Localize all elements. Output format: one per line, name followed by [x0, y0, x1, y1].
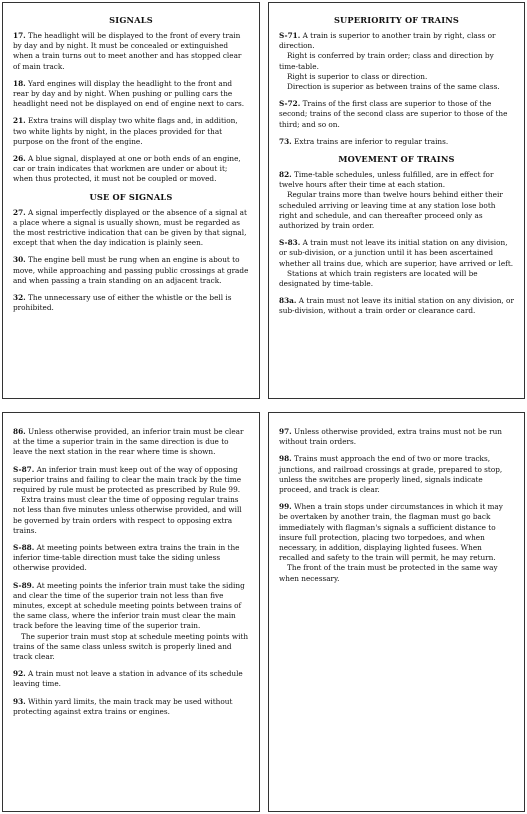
rule	[279, 99, 514, 130]
rule-number: S-72.	[279, 99, 301, 109]
rule-paragraph	[279, 51, 514, 71]
rule	[13, 427, 249, 458]
rule	[13, 208, 249, 249]
rule-paragraph	[13, 208, 249, 249]
rule	[13, 116, 249, 147]
rule	[13, 154, 249, 185]
rule-paragraph	[279, 170, 514, 190]
rule-paragraph	[13, 632, 249, 663]
section-heading: USE OF SIGNALS	[89, 191, 173, 202]
rule-number: 93.	[13, 696, 26, 706]
rule-number: 32.	[13, 293, 26, 303]
rule-text: A train must not leave its initial station on any division, or sub-division, without a train order or clearance card.	[279, 296, 514, 316]
rule	[13, 31, 249, 72]
rule-text: Direction is superior as between trains of the same class.	[287, 82, 500, 92]
rule-number: 86.	[13, 427, 26, 436]
rule-paragraph	[279, 296, 514, 316]
rule	[279, 137, 514, 147]
rule-paragraph	[13, 293, 249, 313]
rule-paragraph	[13, 31, 249, 72]
rule-paragraph	[13, 154, 249, 185]
rule-number: 99.	[279, 502, 292, 512]
rule-paragraph	[13, 116, 249, 147]
rule-text: The unnecessary use of either the whistle or the bell is prohibited.	[13, 293, 232, 313]
panel-signals	[2, 2, 260, 399]
rule	[13, 669, 249, 689]
rule-paragraph	[279, 72, 514, 82]
rule-text: Regular trains more than twelve hours behind either their scheduled arriving or leaving time at any station lose both right and schedule, and can thereafter proceed only as authorized by train order.	[279, 190, 503, 231]
rule-number: S-71.	[279, 31, 301, 40]
rule	[279, 454, 514, 495]
rule-text: Trains of the first class are superior to those of the second; trains of the second class are superior to those of the third; and so on.	[279, 99, 508, 129]
rule	[279, 31, 514, 92]
rule-text: The front of the train must be protected in the same way when necessary.	[279, 563, 498, 583]
rule-number: 18.	[13, 78, 26, 88]
rule-paragraph	[279, 137, 514, 147]
rule-number: S-83.	[279, 238, 301, 248]
rule-paragraph	[13, 581, 249, 632]
rule-text: Unless otherwise provided, an inferior train must be clear at the time a superior train in the same direction is due to leave the next station in the rear where time is shown.	[13, 427, 244, 457]
rule-paragraph	[13, 697, 249, 717]
rule-text: Yard engines will display the headlight to the front and rear by day and by night. When pushing or pulling cars the headlight need not be displayed on end of engine next to cars.	[13, 78, 245, 109]
rule-text: Unless otherwise provided, extra trains must not be run without train orders.	[279, 427, 502, 447]
rule	[279, 427, 514, 447]
rule	[279, 238, 514, 289]
rule-number: S-88.	[13, 543, 35, 553]
rule-text: Stations at which train registers are located will be designated by time-table.	[279, 268, 478, 289]
rule-paragraph	[279, 454, 514, 495]
panel-superiority-movement	[268, 2, 525, 399]
rule-text: When a train stops under circumstances in which it may be overtaken by another train, the flagman must go back immediately with flagman's signals a sufficient distance to insure full protection, placing two torpedoes, and when necessary, in addition, displaying lighted fusees. When recalled and safety to the train will permit, he may return.	[279, 502, 503, 563]
section-heading: SIGNALS	[109, 15, 153, 25]
rule	[279, 296, 514, 316]
rule-text: A train is superior to another train by right, class or direction.	[279, 31, 496, 51]
rule-text: Right is conferred by train order; class and direction by time-table.	[279, 51, 494, 71]
rule-text: A train must not leave a station in advance of its schedule leaving time.	[13, 669, 243, 689]
rule	[13, 697, 249, 717]
rule-paragraph	[13, 465, 249, 496]
rule-number: 73.	[279, 136, 292, 146]
section	[13, 15, 249, 185]
rule-text: A blue signal, displayed at one or both ends of an engine, car or train indicates that workmen are under or about it; when thus protected, it must not be coupled or moved.	[13, 154, 241, 184]
rule	[13, 543, 249, 574]
rule	[13, 581, 249, 663]
rule-paragraph	[279, 31, 514, 51]
section-heading: SUPERIORITY OF TRAINS	[333, 15, 460, 25]
rule-number: 26.	[13, 154, 26, 164]
rule-paragraph	[279, 427, 514, 447]
rule-text: Extra trains will display two white flags and, in addition, two white lights by night, in the places provided for that purpose on the front of the engine.	[13, 116, 238, 146]
rule-number: S-89.	[13, 580, 35, 590]
section	[279, 15, 514, 147]
rule-number: 27.	[13, 207, 26, 217]
rule-text: A train must not leave its initial station on any division, or sub-division, or a junction until it has been ascertained whether all trains due, which are superior, have arrived or left.	[279, 238, 514, 268]
rule	[13, 255, 249, 286]
rule-number: 82.	[279, 170, 292, 180]
rule-paragraph	[13, 79, 249, 110]
rule-text: At meeting points between extra trains the train in the inferior time-table direction must take the siding unless otherwise provided.	[13, 543, 240, 573]
rule-paragraph	[279, 269, 514, 289]
rule-paragraph	[13, 427, 249, 458]
panel-rules-86-93	[2, 412, 260, 812]
rule	[13, 293, 249, 313]
rule-text: A signal imperfectly displayed or the absence of a signal at a place where a signal is usually shown, must be regarded as the most restrictive indication that can be given by that signal, except that when the day indication is plainly seen.	[13, 207, 247, 248]
section	[279, 154, 514, 317]
rule-text: The headlight will be displayed to the front of every train by day and by night. It must be concealed or extinguished when a train turns out to meet another and has stopped clear of main track.	[13, 31, 242, 71]
section	[13, 427, 249, 717]
rule-paragraph	[13, 543, 249, 574]
rule-number: 98.	[279, 454, 292, 464]
rule-number: 83a.	[279, 296, 297, 306]
rule	[13, 465, 249, 536]
rule-paragraph	[13, 669, 249, 689]
rule-text: Time-table schedules, unless fulfilled, are in effect for twelve hours after their time at each station.	[279, 170, 494, 190]
rule-number: 97.	[279, 427, 292, 436]
rule-text: Within yard limits, the main track may be used without protecting against extra trains or engines.	[13, 696, 233, 716]
rule-number: 92.	[13, 669, 26, 679]
rule-paragraph	[279, 563, 514, 583]
rule-paragraph	[279, 82, 514, 92]
rule-text: Right is superior to class or direction.	[287, 71, 428, 81]
rule-number: 17.	[13, 31, 26, 40]
rule-text: At meeting points the inferior train must take the siding and clear the time of the superior train not less than five minutes, except at schedule meeting points between trains of the same class, where the inferior train must clear the main track before the leaving time of the superior train.	[13, 580, 245, 631]
rule	[279, 170, 514, 231]
rule-text: Trains must approach the end of two or more tracks, junctions, and railroad crossings at grade, prepared to stop, unless the switches are properly lined, signals indicate proceed, and track is clear.	[279, 454, 503, 495]
rule-paragraph	[13, 495, 249, 536]
rule-text: An inferior train must keep out of the way of opposing superior trains and failing to clear the main track by the time required by rule must be protected as prescribed by Rule 99.	[13, 464, 242, 495]
rule-number: S-87.	[13, 464, 35, 474]
rule-paragraph	[279, 502, 514, 563]
rule-paragraph	[279, 99, 514, 130]
rule-text: The superior train must stop at schedule meeting points with trains of the same class unless switch is properly lined and track clear.	[13, 631, 249, 662]
rule-text: The engine bell must be rung when an engine is about to move, while approaching and passing public crossings at grade and when passing a train standing on an adjacent track.	[13, 255, 249, 285]
section	[13, 192, 249, 314]
rule-text: Extra trains must clear the time of opposing regular trains not less than five minutes unless otherwise provided, and will be governed by train orders with respect to opposing extra trains.	[13, 495, 242, 535]
rule	[13, 79, 249, 110]
rule-text: Extra trains are inferior to regular trains.	[294, 136, 449, 146]
section-heading: MOVEMENT OF TRAINS	[338, 154, 455, 165]
section	[279, 427, 514, 584]
rule-number: 30.	[13, 255, 26, 265]
rule-paragraph	[279, 238, 514, 269]
rule	[279, 502, 514, 584]
rule-paragraph	[13, 255, 249, 286]
panel-rules-97-99	[268, 412, 525, 812]
rule-paragraph	[279, 190, 514, 231]
rule-number: 21.	[13, 116, 26, 126]
